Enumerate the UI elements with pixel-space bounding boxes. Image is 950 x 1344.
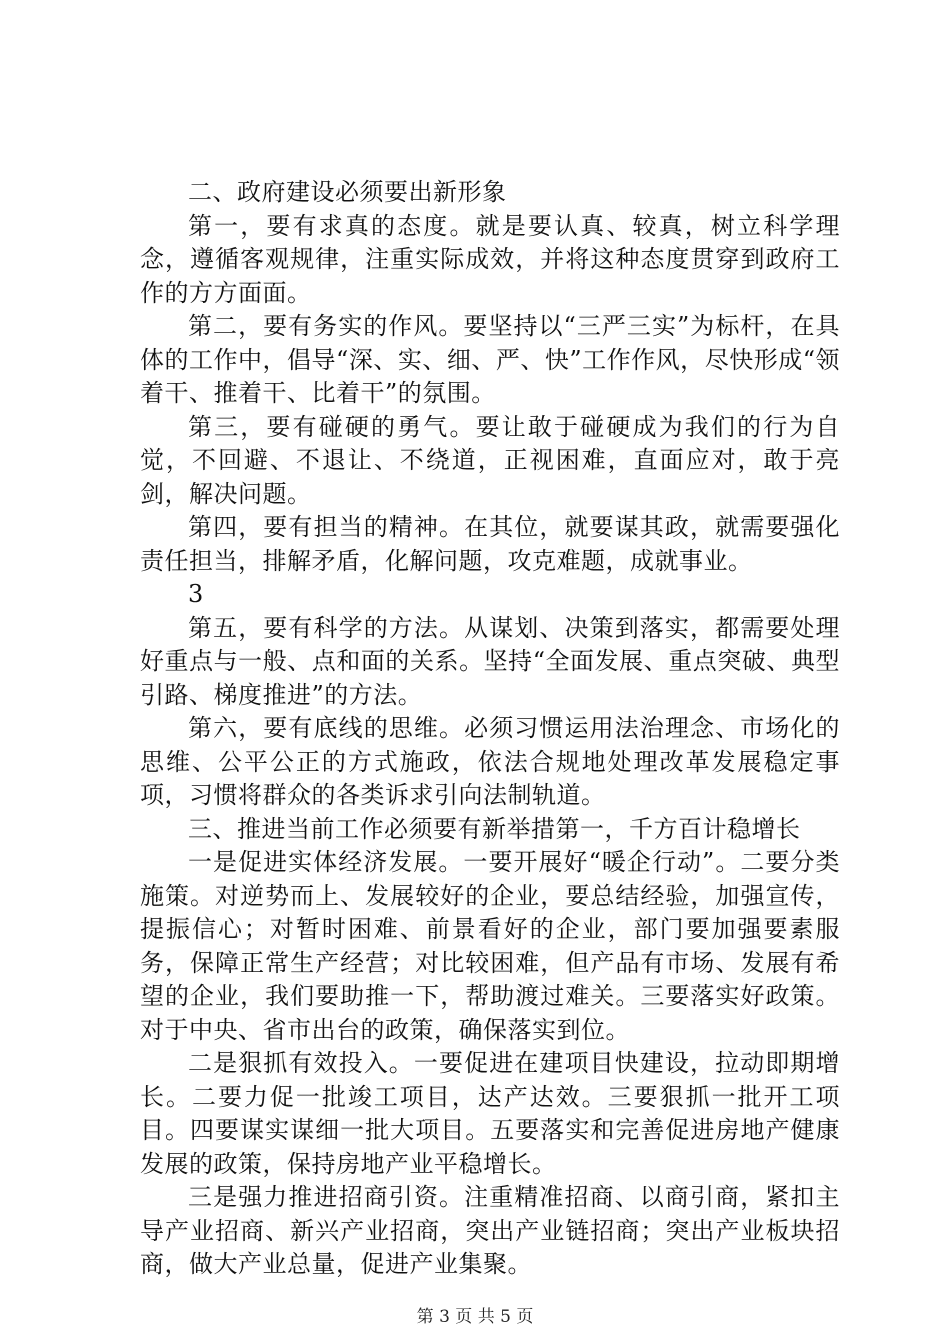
- section-heading-3: 三、推进当前工作必须要有新举措第一，千方百计稳增长: [188, 814, 801, 843]
- page-footer: 第 3 页 共 5 页: [416, 1307, 534, 1327]
- paragraph-investment-attraction: 三是强力推进招商引资。注重精准招商、以商引商，紧扣主导产业招商、新兴产业招商，突出产业链招商；突出产业板块招商，做大产业总量，促进产业集聚。: [140, 1183, 840, 1278]
- paragraph-sixth: 第六，要有底线的思维。必须习惯运用法治理念、市场化的思维、公平公正的方式施政，依法合规地处理改革发展稳定事项，习惯将群众的各类诉求引向法制轨道。: [140, 714, 840, 809]
- paragraph-third: 第三，要有碰硬的勇气。要让敢于碰硬成为我们的行为自觉，不回避、不退让、不绕道，正视困难，直面应对，敢于亮剑，解决问题。: [140, 412, 840, 508]
- section-heading-2: 二、政府建设必须要出新形象: [188, 178, 507, 206]
- document-body: [140, 176, 840, 1282]
- paragraph-investment: 二是狠抓有效投入。一要促进在建项目快建设，拉动即期增长。二要力促一批竣工项目，达产达效。三要狠抓一批开工项目。四要谋实谋细一批大项目。五要落实和完善促进房地产健康发展的政策，保持房地产业平稳增长。: [140, 1049, 840, 1178]
- paragraph-fifth: 第五，要有科学的方法。从谋划、决策到落实，都需要处理好重点与一般、点和面的关系。坚持“全面发展、重点突破、典型引路、梯度推进”的方法。: [140, 613, 840, 709]
- paragraph-real-economy: 一是促进实体经济发展。一要开展好“暖企行动”。二要分类施策。对逆势而上、发展较好的企业，要总结经验，加强宣传，提振信心；对暂时困难、前景看好的企业，部门要加强要素服务，保障正常生产经营；对比较困难，但产品有市场、发展有希望的企业，我们要助推一下，帮助渡过难关。三要落实好政策。对于中央、省市出台的政策，确保落实到位。: [140, 848, 840, 1044]
- paragraph-second: 第二，要有务实的作风。要坚持以“三严三实”为标杆，在具体的工作中，倡导“深、实、细、严、快”工作作风，尽快形成“领着干、推着干、比着干”的氛围。: [140, 312, 840, 407]
- paragraph-fourth: 第四，要有担当的精神。在其位，就要谋其政，就需要强化责任担当，排解矛盾，化解问题，攻克难题，成就事业。: [140, 513, 840, 575]
- inline-page-number: 3: [188, 580, 204, 608]
- paragraph-first: 第一，要有求真的态度。就是要认真、较真，树立科学理念，遵循客观规律，注重实际成效，并将这种态度贯穿到政府工作的方方面面。: [140, 211, 840, 307]
